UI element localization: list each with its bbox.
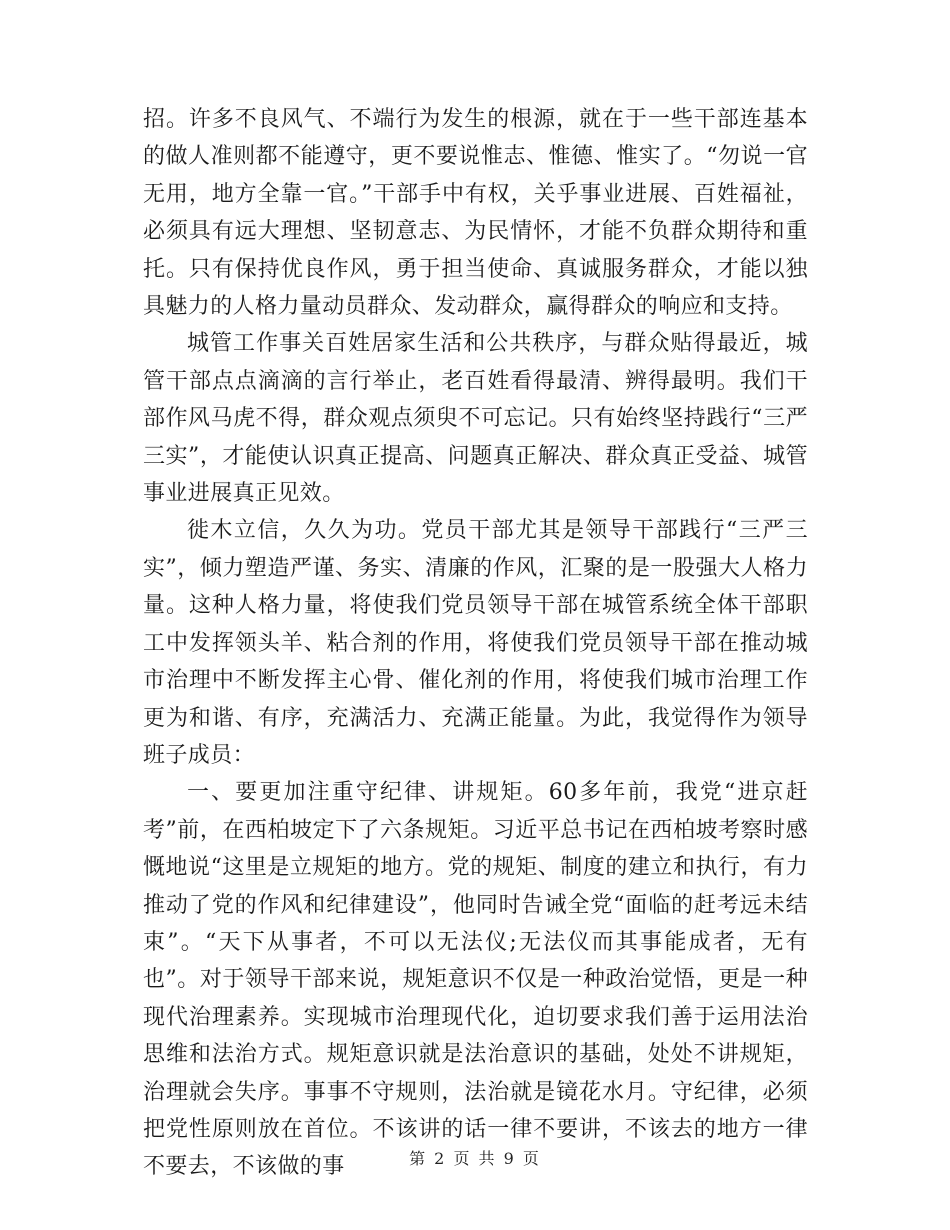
document-body (143, 101, 808, 1186)
paragraph-2: 城管工作事关百姓居家生活和公共秩序，与群众贴得最近，城管干部点点滴滴的言行举止，老百姓看得最清、辨得最明。我们干部作风马虎不得，群众观点须臾不可忘记。只有始终坚持践行“三严三实”，才能使认识真正提高、问题真正解决、群众真正受益、城管事业进展真正见效。 (143, 331, 808, 507)
paragraph-3: 徙木立信，久久为功。党员干部尤其是领导干部践行“三严三实”，倾力塑造严谨、务实、清廉的作风，汇聚的是一股强大人格力量。这种人格力量，将使我们党员领导干部在城管系统全体干部职工中发挥领头羊、粘合剂的作用，将使我们党员领导干部在推动城市治理中不断发挥主心骨、催化剂的作用，将使我们城市治理工作更为和谐、有序，充满活力、充满正能量。为此，我觉得作为领导班子成员： (143, 518, 808, 768)
paragraph-1: 招。许多不良风气、不端行为发生的根源，就在于一些干部连基本的做人准则都不能遵守，更不要说惟志、惟德、惟实了。“勿说一官无用，地方全靠一官。”干部手中有权，关乎事业进展、百姓福祉，必须具有远大理想、坚韧意志、为民情怀，才能不负群众期待和重托。只有保持优良作风，勇于担当使命、真诚服务群众，才能以独具魅力的人格力量动员群众、发动群众，赢得群众的响应和支持。 (143, 107, 808, 320)
paragraph-4: 一、要更加注重守纪律、讲规矩。60多年前，我党“进京赶考”前，在西柏坡定下了六条规矩。习近平总书记在西柏坡考察时感慨地说“这里是立规矩的地方。党的规矩、制度的建立和执行，有力推动了党的作风和纪律建设”，他同时告诫全党“面临的赶考远未结束”。“天下从事者，不可以无法仪;无法仪而其事能成者，无有也”。对于领导干部来说，规矩意识不仅是一种政治觉悟，更是一种现代治理素养。实现城市治理现代化，迫切要求我们善于运用法治思维和法治方式。规矩意识就是法治意识的基础，处处不讲规矩，治理就会失序。事事不守规则，法治就是镜花水月。守纪律，必须把党性原则放在首位。不该讲的话一律不要讲，不该去的地方一律不要去，不该做的事 (143, 780, 808, 1180)
page-number-footer: 第 2 页 共 9 页 (409, 1149, 541, 1168)
